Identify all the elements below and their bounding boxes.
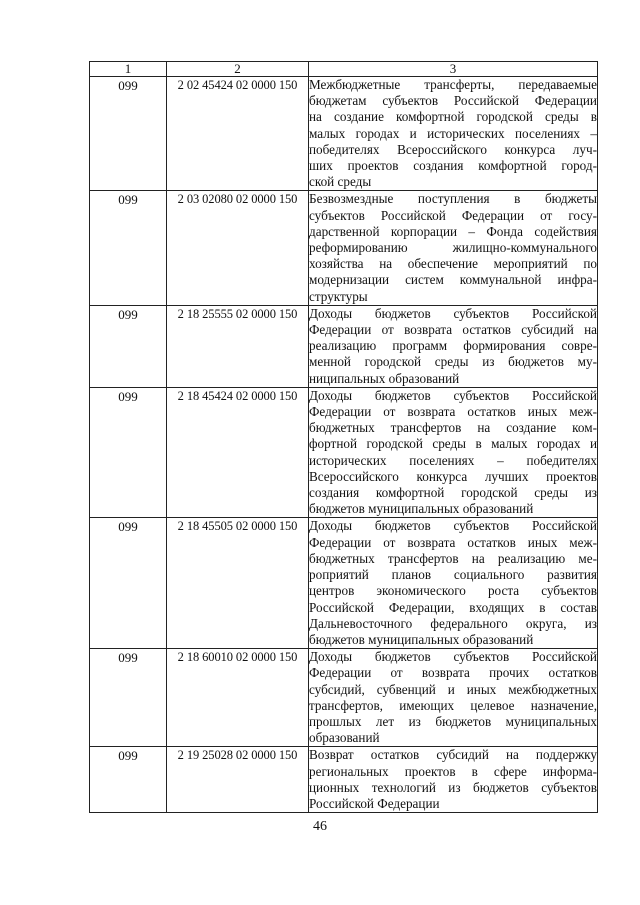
income-name-line: ционных технологий из бюджетов субъектов (309, 779, 597, 795)
income-name-cell (309, 518, 598, 649)
income-name-line: менной городской среды из бюджетов му- (309, 354, 597, 370)
income-name-line: ниципальных образований (309, 370, 460, 386)
income-name-line: реформированию жилищно-коммунального (309, 240, 597, 256)
page-number: 46 (313, 819, 327, 834)
income-name-line: Доходы бюджетов субъектов Российской (309, 518, 597, 534)
income-name-line: центров экономического роста субъектов (309, 583, 597, 599)
income-code-cell: 2 18 25555 02 0000 150 (167, 305, 309, 387)
income-name-line: исторических поселениях – победителях (309, 452, 597, 468)
income-name-cell (309, 649, 598, 747)
table-row (90, 518, 598, 649)
income-name-line: бюджетных трансфертов на создание ком- (309, 420, 597, 436)
income-name-line: Федерации от возврата прочих остатков (309, 665, 597, 681)
income-name-line: бюджетов муниципальных образований (309, 631, 534, 647)
income-name-line: прошлых лет из бюджетов муниципальных (309, 713, 597, 729)
income-name-line: структуры (309, 288, 368, 304)
admin-code-cell: 099 (90, 191, 167, 305)
income-name-line: субъектов Российской Федерации от госу- (309, 207, 597, 223)
income-name-line: хозяйства на обеспечение мероприятий по (309, 256, 597, 272)
table-row (90, 305, 598, 387)
table-header-row (90, 62, 598, 77)
income-name-line: субсидий, субвенций и иных межбюджетных (309, 681, 597, 697)
admin-code-cell: 099 (90, 77, 167, 191)
income-code-cell: 2 18 45505 02 0000 150 (167, 518, 309, 649)
column-header-2: 2 (167, 62, 309, 77)
income-name-line: образований (309, 730, 380, 746)
income-name-cell (309, 305, 598, 387)
table-body (90, 77, 598, 813)
income-name-cell (309, 77, 598, 191)
income-name-line: региональных проектов в сфере информа- (309, 763, 597, 779)
income-code-cell: 2 03 02080 02 0000 150 (167, 191, 309, 305)
income-name-line: Возврат остатков субсидий на поддержку (309, 747, 597, 763)
income-name-line: Федерации от возврата остатков иных меж- (309, 534, 597, 550)
income-name-cell (309, 387, 598, 518)
admin-code-cell: 099 (90, 305, 167, 387)
admin-code-cell: 099 (90, 518, 167, 649)
admin-code-cell: 099 (90, 387, 167, 518)
table-row (90, 191, 598, 305)
income-code-cell: 2 18 60010 02 0000 150 (167, 649, 309, 747)
income-code-cell: 2 18 45424 02 0000 150 (167, 387, 309, 518)
income-name-line: бюджетам субъектов Российской Федерации (309, 93, 597, 109)
income-name-line: Доходы бюджетов субъектов Российской (309, 305, 597, 321)
income-name-line: Доходы бюджетов субъектов Российской (309, 387, 597, 403)
income-name-line: ской среды (309, 174, 372, 190)
table-row (90, 77, 598, 191)
income-name-line: реализацию программ формирования совре- (309, 338, 597, 354)
income-name-line: трансфертов, имеющих целевое назначение, (309, 697, 597, 713)
income-name-line: малых городах и исторических поселениях – (309, 125, 597, 141)
income-name-line: Федерации от возврата остатков иных меж- (309, 404, 597, 420)
column-header-3: 3 (309, 62, 598, 77)
budget-classification-table (89, 61, 598, 813)
income-name-line: фортной городской среды в малых городах и (309, 436, 597, 452)
income-name-cell (309, 191, 598, 305)
income-name-line: роприятий планов социального развития (309, 567, 597, 583)
income-name-line: Безвозмездные поступления в бюджеты (309, 191, 597, 207)
admin-code-cell: 099 (90, 649, 167, 747)
admin-code-cell: 099 (90, 747, 167, 813)
table-row (90, 747, 598, 813)
income-name-line: победителях Всероссийского конкурса луч- (309, 141, 597, 157)
income-name-line: ших проектов создания комфортной город- (309, 158, 597, 174)
table-row (90, 649, 598, 747)
income-name-line: дарственной корпорации – Фонда содействия (309, 223, 597, 239)
income-name-line: Всероссийского конкурса лучших проектов (309, 468, 597, 484)
income-name-line: бюджетов муниципальных образований (309, 501, 534, 517)
income-code-cell: 2 19 25028 02 0000 150 (167, 747, 309, 813)
income-name-line: модернизации систем коммунальной инфра- (309, 272, 597, 288)
income-name-line: Дальневосточного федерального округа, из (309, 615, 597, 631)
income-name-cell (309, 747, 598, 813)
table-row (90, 387, 598, 518)
income-name-line: на создание комфортной городской среды в (309, 109, 597, 125)
income-name-line: Российской Федерации (309, 795, 440, 811)
income-name-line: Доходы бюджетов субъектов Российской (309, 649, 597, 665)
income-name-line: Межбюджетные трансферты, передаваемые (309, 77, 597, 92)
income-name-line: Российской Федерации, входящих в состав (309, 599, 597, 615)
column-header-1: 1 (90, 62, 167, 77)
income-name-line: Федерации от возврата остатков субсидий на (309, 322, 597, 338)
income-name-line: бюджетных трансфертов на реализацию ме- (309, 550, 597, 566)
income-code-cell: 2 02 45424 02 0000 150 (167, 77, 309, 191)
income-name-line: создания комфортной городской среды из (309, 485, 597, 501)
